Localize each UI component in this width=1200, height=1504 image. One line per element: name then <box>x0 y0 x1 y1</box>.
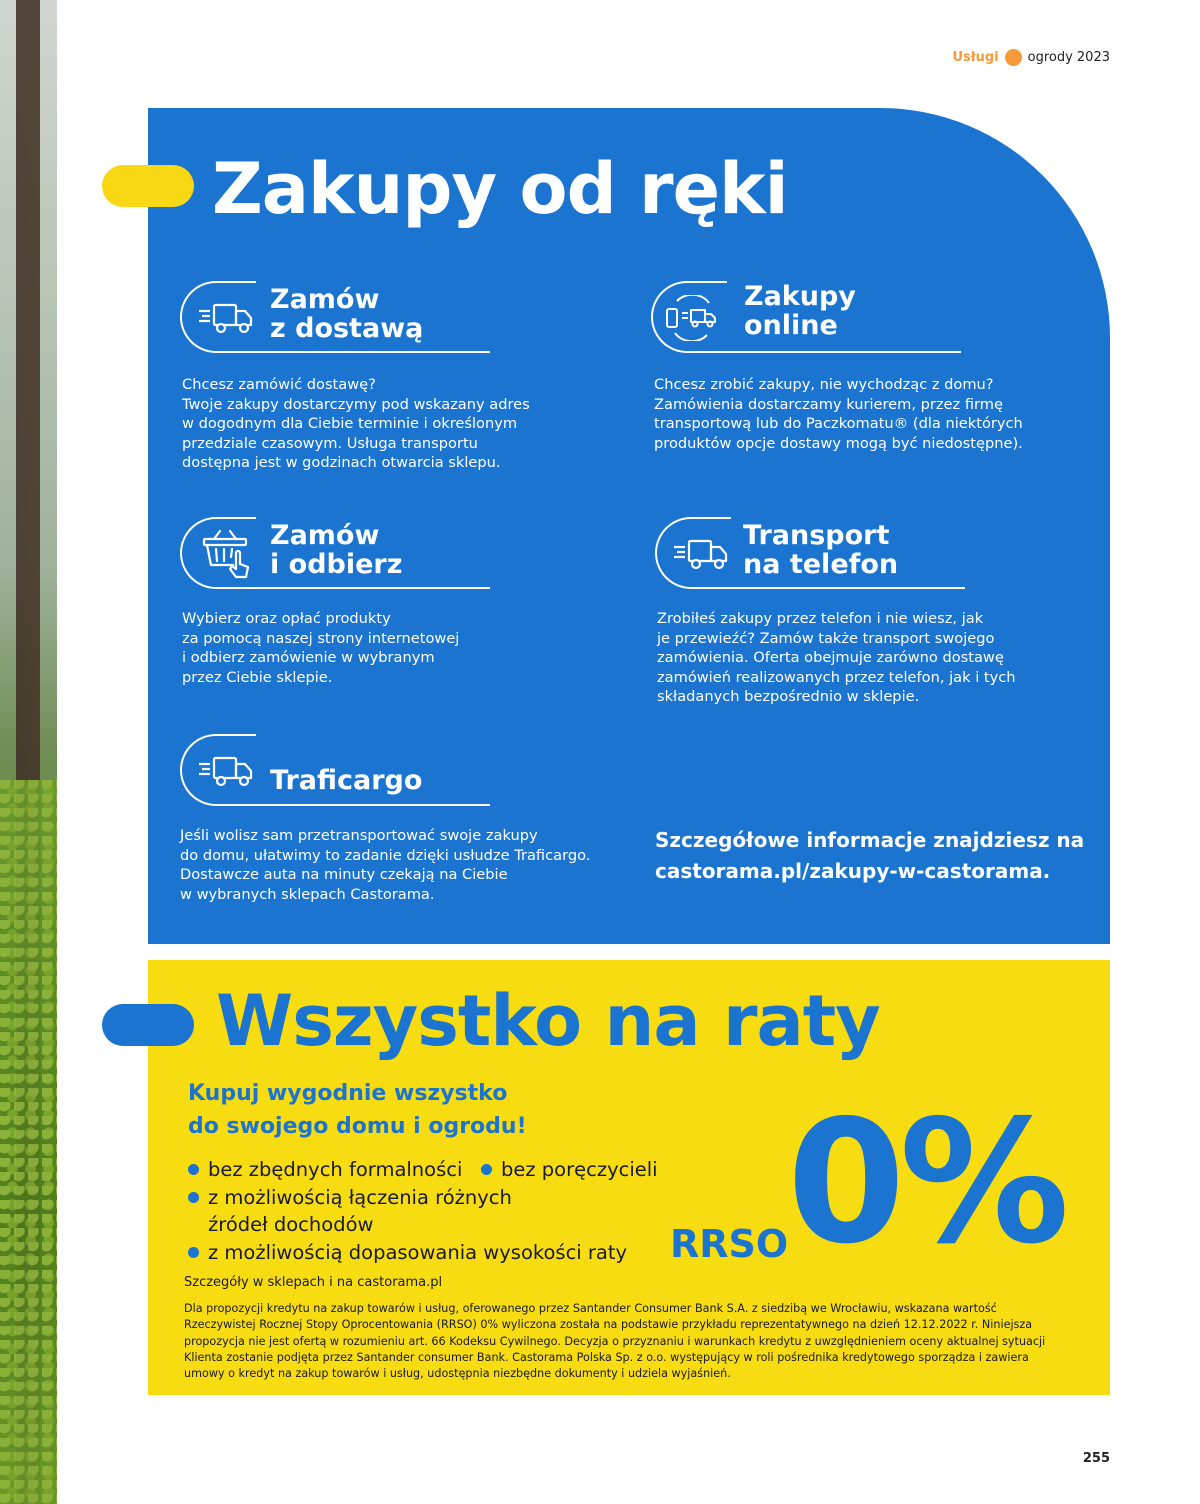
bullet-dot-icon <box>188 1164 199 1175</box>
service-traficargo <box>180 734 620 934</box>
page-header <box>952 49 1110 66</box>
divider <box>731 587 965 589</box>
page-number: 255 <box>1082 1451 1110 1466</box>
legal-disclaimer: Dla propozycji kredytu na zakup towarów i usług, oferowanego przez Santander Consumer Bank S.A. z siedzibą we Wrocławiu, wskazana wartość Rzeczywistej Rocznej Stopy Oprocentowania (RRSO) 0% wyliczona została na podstawie przykładu reprezentatywnego na dzień 12.12.2022 r. Niniejsza propozycja nie jest ofertą w rozumieniu art. 66 Kodeksu Cywilnego. Decyzja o przyznaniu i warunkach kredytu z uwzględnieniem oceny aktualnej sytuacji Klienta zostanie podjęta przez Santander consumer Bank. Castorama Polska Sp. z o.o. występujący w roli pośrednika kredytowego sporządza i zawiera umowy o kredyt na zakup towarów i usług, udostępnia niezbędne dokumenty i udziela wyjaśnień. <box>184 1302 1046 1381</box>
header-section: ogrody 2023 <box>1027 50 1110 65</box>
yellow-section-title: Wszystko na raty <box>216 980 880 1062</box>
service-badge <box>180 517 256 589</box>
rrso-value: 0% <box>787 1084 1064 1282</box>
header-category: Usługi <box>952 50 999 65</box>
service-description: Chcesz zrobić zakupy, nie wychodząc z domu? Zamówienia dostarczamy kurierem, przez firmę transportową lub do Paczkomatu® (dla niektórych produktów opcje dostawy mogą być niedostępne). <box>654 376 1023 452</box>
bullet-item: bez zbędnych formalności <box>188 1156 462 1183</box>
service-badge <box>651 281 727 353</box>
service-title: Traficargo <box>270 765 423 796</box>
service-zakupy-online <box>651 281 1023 481</box>
bullet-item: z możliwością dopasowania wysokości raty <box>188 1239 627 1266</box>
truck-icon <box>196 297 256 341</box>
blue-section-title: Zakupy od ręki <box>212 148 788 230</box>
service-transport-na-telefon <box>655 517 1016 717</box>
blue-pill-decoration <box>102 1004 194 1046</box>
service-title: Zamów z dostawą <box>270 284 424 344</box>
service-description: Zrobiłeś zakupy przez telefon i nie wiesz, jak je przewieźć? Zamów także transport swojego zamówienia. Oferta obejmuje zarówno dostawę zamówień realizowanych przez telefon, jak i tych składanych bezpośrednio w sklepie. <box>657 610 1016 705</box>
service-description: Wybierz oraz opłać produkty za pomocą naszej strony internetowej i odbierz zamówienie w wybranym przez Ciebie sklepie. <box>182 610 460 686</box>
divider <box>256 804 490 806</box>
yellow-section-subtitle: Kupuj wygodnie wszystko do swojego domu i ogrodu! <box>188 1081 527 1139</box>
service-zamow-z-dostawa <box>180 281 530 481</box>
service-badge <box>180 734 256 806</box>
basket-hand-icon <box>200 527 256 579</box>
service-title: Zamów i odbierz <box>270 520 403 580</box>
service-title: Zakupy online <box>744 281 856 341</box>
divider <box>727 351 961 353</box>
bullet-dot-icon <box>481 1164 492 1175</box>
service-description: Jeśli wolisz sam przetransportować swoje zakupy do domu, ułatwimy to zadanie dzięki usłudze Traficargo. Dostawcze auta na minuty czekają na Ciebie w wybranych sklepach Castorama. <box>180 827 591 903</box>
bullet-item: z możliwością łączenia różnych źródeł dochodów <box>188 1184 512 1238</box>
service-title: Transport na telefon <box>743 520 899 580</box>
orange-dot-icon <box>1005 49 1022 66</box>
bullet-item: bez poręczycieli <box>481 1156 658 1183</box>
grass-photo <box>0 780 57 1504</box>
divider <box>256 587 490 589</box>
service-zamow-i-odbierz <box>180 517 500 717</box>
truck-icon <box>196 750 256 794</box>
more-info-text: Szczegółowe informacje znajdziesz na castorama.pl/zakupy-w-castorama. <box>655 825 1084 887</box>
rrso-label: RRSO <box>670 1222 789 1266</box>
details-note: Szczegóły w sklepach i na castorama.pl <box>184 1275 443 1290</box>
bullet-dot-icon <box>188 1247 199 1258</box>
service-description: Chcesz zamówić dostawę? Twoje zakupy dostarczymy pod wskazany adres w dogodnym dla Ciebie terminie i określonym przedziale czasowym. Usługa transportu dostępna jest w godzinach otwarcia sklepu. <box>182 376 530 471</box>
service-badge <box>180 281 256 353</box>
more-info-link[interactable]: castorama.pl/zakupy-w-castorama. <box>655 859 1051 883</box>
service-badge <box>655 517 731 589</box>
bullet-dot-icon <box>188 1192 199 1203</box>
divider <box>256 351 490 353</box>
yellow-pill-decoration <box>102 165 194 207</box>
truck-icon <box>671 533 731 577</box>
phone-truck-icon <box>661 295 723 341</box>
